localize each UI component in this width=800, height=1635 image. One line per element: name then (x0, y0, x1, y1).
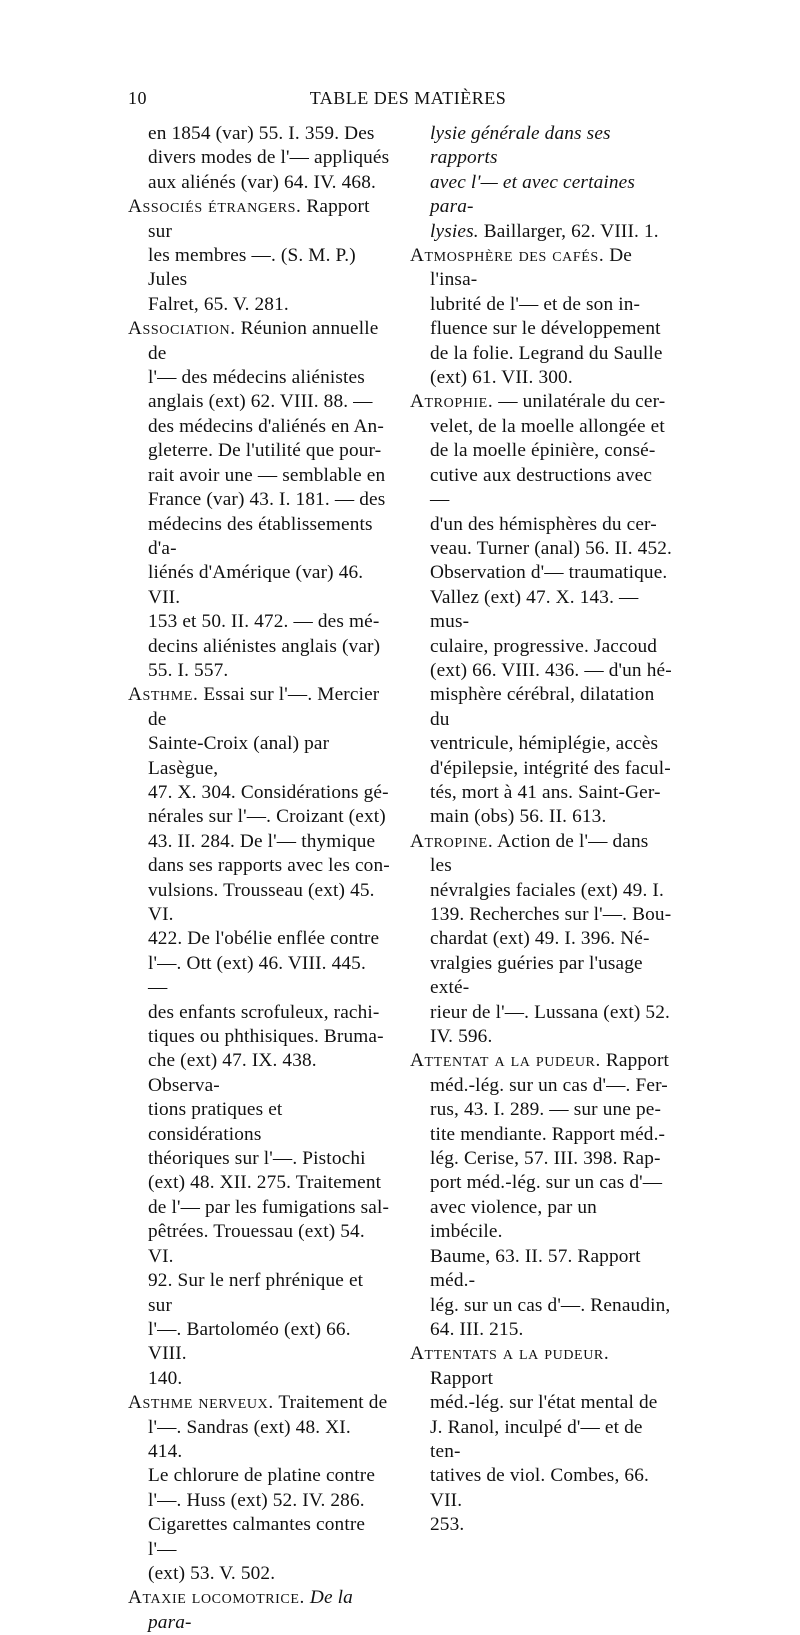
entry-heading: Asthme nerveux. (128, 1392, 274, 1414)
entry-text: che (ext) 47. IX. 438. Observa- (148, 1050, 317, 1096)
entry-text: (ext) 48. XII. 275. Traitement (148, 1172, 382, 1194)
index-entry-continued (128, 122, 390, 195)
entry-text: pêtrées. Trouessau (ext) 54. VI. (148, 1221, 365, 1267)
entry-text: d'un des hémisphères du cer- (430, 513, 657, 535)
entry-text: des médecins d'aliénés en An- (148, 415, 384, 437)
index-entry (410, 1342, 672, 1537)
entry-text: de l'— par les fumigations sal- (148, 1196, 390, 1218)
entry-text: (ext) 66. VIII. 436. — d'un hé- (430, 659, 672, 681)
entry-text: (ext) 53. V. 502. (148, 1562, 276, 1584)
entry-text: France (var) 43. I. 181. — des (148, 489, 386, 511)
entry-text: lysie générale dans ses rapports (430, 123, 611, 169)
running-title: TABLE DES MATIÈRES (309, 88, 507, 108)
index-entry (128, 195, 390, 317)
entry-text: ventricule, hémiplégie, accès (430, 733, 659, 755)
entry-text: des enfants scrofuleux, rachi- (148, 1001, 380, 1023)
entry-text: tés, mort à 41 ans. Saint-Ger- (430, 781, 661, 803)
entry-text: 422. De l'obélie enflée contre (148, 928, 380, 950)
entry-text: l'— des médecins aliénistes (148, 367, 365, 389)
entry-text: Cigarettes calmantes contre l'— (148, 1514, 366, 1560)
entry-text: 153 et 50. II. 472. — des mé- (148, 611, 380, 633)
entry-text: 92. Sur le nerf phrénique et sur (148, 1270, 364, 1316)
entry-text: veau. Turner (anal) 56. II. 452. (430, 537, 673, 559)
entry-text: lubrité de l'— et de son in- (430, 293, 641, 315)
entry-text: en 1854 (var) 55. I. 359. Des (148, 123, 375, 144)
entry-text: 64. III. 215. (430, 1318, 524, 1340)
entry-text: decins aliénistes anglais (var) (148, 635, 381, 657)
index-entry (410, 244, 672, 390)
entry-text: Vallez (ext) 47. X. 143. — mus- (430, 586, 639, 633)
entry-text: Observation d'— traumatique. (430, 562, 668, 584)
entry-text: médecins des établissements d'a- (148, 513, 373, 559)
entry-text: 47. X. 304. Considérations gé- (148, 781, 389, 803)
entry-text: lég. Cerise, 57. III. 398. Rap- (430, 1148, 661, 1170)
entry-text: port méd.-lég. sur un cas d'— (430, 1172, 663, 1194)
entry-text: de la moelle épinière, consé- (430, 440, 656, 462)
entry-heading: Atropine. (410, 830, 494, 852)
entry-text: main (obs) 56. II. 613. (430, 806, 607, 828)
entry-text: Baillarger, 62. VIII. 1. (478, 220, 659, 242)
entry-heading: Atrophie. (410, 391, 494, 413)
entry-text: rus, 43. I. 289. — sur une pe- (430, 1099, 662, 1121)
entry-text: méd.-lég. sur l'état mental de (430, 1392, 658, 1414)
entry-text: Le chlorure de platine contre (148, 1465, 376, 1487)
entry-text: l'—. Huss (ext) 52. IV. 286. (148, 1489, 365, 1511)
entry-text: divers modes de l'— appliqués (148, 147, 390, 169)
index-entry (128, 317, 390, 683)
entry-text: théoriques sur l'—. Pistochi (148, 1148, 366, 1170)
page-number: 10 (128, 88, 147, 108)
entry-text: méd.-lég. sur un cas d'—. Fer- (430, 1074, 668, 1096)
entry-text: anglais (ext) 62. VIII. 88. — (148, 391, 373, 413)
entry-text: Réunion annuelle de (148, 318, 379, 364)
entry-text: Falret, 65. V. 281. (148, 293, 289, 315)
entry-text: d'épilepsie, intégrité des facul- (430, 757, 671, 779)
entry-text: fluence sur le développement (430, 318, 661, 340)
index-entry (410, 1049, 672, 1342)
entry-text: tatives de viol. Combes, 66. VII. (430, 1465, 649, 1511)
entry-text: névralgies faciales (ext) 49. I. (430, 879, 664, 901)
entry-text: Essai sur l'—. Mercier de (148, 684, 380, 730)
entry-text: IV. 596. (430, 1026, 493, 1048)
entry-text: chardat (ext) 49. I. 396. Né- (430, 928, 650, 950)
entry-text: rieur de l'—. Lussana (ext) 52. (430, 1001, 670, 1023)
entry-heading: Attentat a la pudeur. (410, 1050, 601, 1072)
entry-text: gleterre. De l'utilité que pour- (148, 440, 382, 462)
entry-heading: Ataxie locomotrice. (128, 1587, 305, 1609)
index-entry (410, 830, 672, 1050)
entry-text: dans ses rapports avec les con- (148, 855, 390, 877)
index-entry (128, 1391, 390, 1586)
entry-text: avec violence, par un imbécile. (430, 1196, 597, 1243)
entry-text: tite mendiante. Rapport méd.- (430, 1123, 666, 1145)
index-entry (128, 1586, 390, 1635)
entry-text: velet, de la moelle allongée et (430, 415, 665, 437)
entry-text: Sainte-Croix (anal) par Lasègue, (148, 733, 330, 779)
entry-heading: Asthme. (128, 684, 199, 706)
entry-text: de la folie. Legrand du Saulle (430, 342, 663, 364)
entry-text: J. Ranol, inculpé d'— et de ten- (430, 1416, 643, 1462)
index-entry (128, 683, 390, 1391)
entry-text: 139. Recherches sur l'—. Bou- (430, 904, 672, 925)
entry-text: De l'insa- (430, 245, 633, 291)
entry-text: Action de l'— dans les (430, 830, 649, 877)
entry-text: l'—. Ott (ext) 46. VIII. 445. — (148, 952, 366, 999)
entry-text: 253. (430, 1514, 465, 1536)
entry-text: les membres —. (S. M. P.) Jules (148, 245, 356, 291)
entry-text: Traitement de (273, 1392, 388, 1414)
entry-text: nérales sur l'—. Croizant (ext) (148, 806, 386, 828)
entry-text: 43. II. 284. De l'— thymique (148, 830, 376, 852)
entry-heading: Associés étrangers. (128, 196, 302, 218)
entry-text: 140. (148, 1367, 183, 1389)
entry-text: Rapport sur (148, 196, 370, 242)
index-entry (410, 390, 672, 829)
entry-text: tions pratiques et considérations (148, 1099, 283, 1145)
entry-text: vralgies guéries par l'usage exté- (430, 952, 643, 999)
entry-text: rait avoir une — semblable en (148, 464, 386, 486)
entry-heading: Atmosphère des cafés. (410, 245, 605, 267)
entry-heading: Attentats a la pudeur. (410, 1343, 610, 1365)
entry-text: 55. I. 557. (148, 659, 229, 681)
entry-text: Baume, 63. II. 57. Rapport méd.- (430, 1245, 641, 1292)
entry-text: De la para- (148, 1587, 353, 1633)
entry-text: Rapport (600, 1050, 670, 1072)
entry-heading: Association. (128, 318, 236, 340)
entry-text: culaire, progressive. Jaccoud (430, 635, 658, 657)
entry-text: liénés d'Amérique (var) 46. VII. (148, 562, 364, 608)
entry-text: aux aliénés (var) 64. IV. 468. (148, 171, 376, 193)
entry-text: Rapport (430, 1367, 494, 1389)
entry-text: cutive aux destructions avec — (430, 464, 653, 511)
left-column (128, 122, 390, 1635)
entry-text: (ext) 61. VII. 300. (430, 367, 573, 389)
entry-text: lég. sur un cas d'—. Renaudin, (430, 1294, 671, 1316)
right-column (410, 122, 672, 1538)
entry-text: vulsions. Trousseau (ext) 45. VI. (148, 879, 375, 925)
entry-text: lysies. (430, 220, 479, 242)
index-entry-continued (410, 122, 672, 244)
entry-text: l'—. Sandras (ext) 48. XI. 414. (148, 1416, 351, 1462)
entry-text: avec l'— et avec certaines para- (430, 171, 636, 218)
page-header (128, 88, 688, 112)
entry-text: — unilatérale du cer- (493, 391, 666, 413)
entry-text: l'—. Bartoloméo (ext) 66. VIII. (148, 1318, 351, 1365)
entry-text: misphère cérébral, dilatation du (430, 684, 655, 730)
entry-text: tiques ou phthisiques. Bruma- (148, 1026, 384, 1048)
